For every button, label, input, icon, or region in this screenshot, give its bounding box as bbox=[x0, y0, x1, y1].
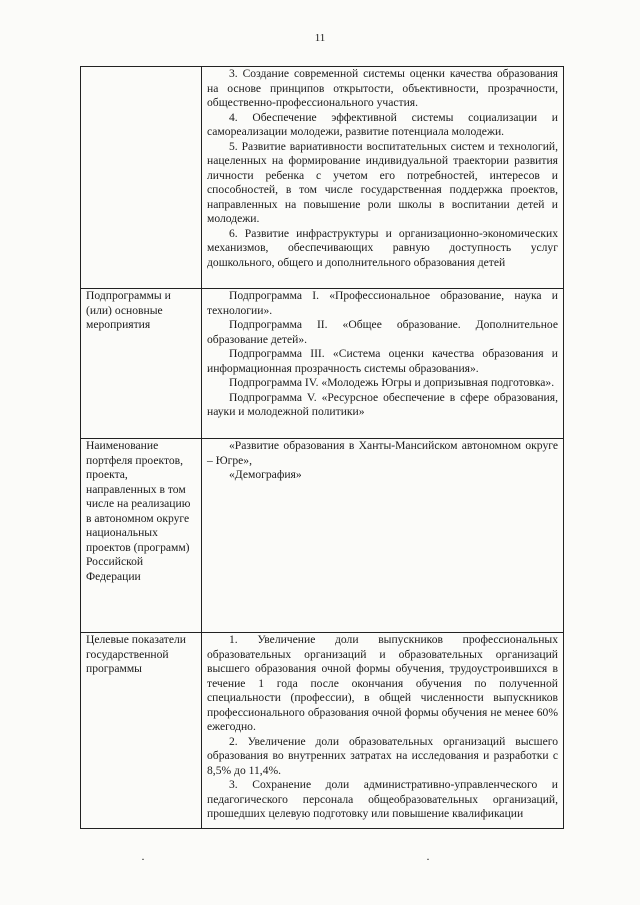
project-paragraph: «Развитие образования в Ханты-Мансийском автономном округе – Югре», bbox=[207, 439, 558, 467]
table-row bbox=[81, 633, 564, 829]
subprogram-paragraph: Подпрограмма I. «Профессиональное образование, наука и технологии». bbox=[207, 289, 558, 317]
table-row bbox=[81, 67, 564, 289]
indicator-paragraph: 3. Сохранение доли административно-управленческого и педагогического персонала общеобразовательных организаций, прошедших целевую подготовку или повышение квалификации bbox=[207, 778, 558, 820]
program-passport-table bbox=[80, 66, 564, 829]
row-label bbox=[81, 67, 202, 289]
goal-paragraph: 5. Развитие вариативности воспитательных систем и технологий, нацеленных на формирование индивидуальной траектории развития личности ребенка с учетом его потребностей, интересов и способностей, в том числе государственная поддержка проектов, направленных на повышение роли школы в воспитании детей и молодежи. bbox=[207, 139, 558, 225]
scan-mark: · bbox=[141, 852, 145, 866]
row-label: Подпрограммы и (или) основные мероприятия bbox=[81, 289, 202, 439]
row-content bbox=[202, 67, 564, 289]
subprogram-paragraph: Подпрограмма III. «Система оценки качества образования и информационная прозрачность системы образования». bbox=[207, 347, 558, 375]
scan-mark: · bbox=[426, 852, 430, 866]
row-content bbox=[202, 633, 564, 829]
goal-paragraph: 4. Обеспечение эффективной системы социализации и самореализации молодежи, развитие потенциала молодежи. bbox=[207, 110, 558, 138]
goal-paragraph: 3. Создание современной системы оценки качества образования на основе принципов открытости, объективности, прозрачности, общественно-профессионального участия. bbox=[207, 67, 558, 109]
row-label: Наименование портфеля проектов, проекта, направленных в том числе на реализацию в автономном округе национальных проектов (программ) Российской Федерации bbox=[81, 439, 202, 633]
row-content bbox=[202, 439, 564, 633]
page-number: 11 bbox=[314, 32, 326, 44]
subprogram-paragraph: Подпрограмма IV. «Молодежь Югры и допризывная подготовка». bbox=[229, 376, 555, 389]
row-content bbox=[202, 289, 564, 439]
subprogram-paragraph: Подпрограмма V. «Ресурсное обеспечение в сфере образования, науки и молодежной политики» bbox=[207, 390, 558, 418]
project-paragraph: «Демография» bbox=[229, 468, 302, 481]
indicator-paragraph: 1. Увеличение доли выпускников профессиональных образовательных организаций и образовательных организаций высшего образования очной формы обучения, трудоустроившихся в течение 1 года после окончания обучения по полученной специальности (профессии), в общей численности выпускников профессионального образования очной формы обучения не менее 60% ежегодно. bbox=[207, 633, 558, 733]
row-label: Целевые показатели государственной программы bbox=[81, 633, 202, 829]
table-row bbox=[81, 289, 564, 439]
subprogram-paragraph: Подпрограмма II. «Общее образование. Дополнительное образование детей». bbox=[207, 318, 558, 346]
table-row bbox=[81, 439, 564, 633]
indicator-paragraph: 2. Увеличение доли образовательных организаций высшего образования во внутренних затратах на исследования и разработки с 8,5% до 11,4%. bbox=[207, 734, 558, 777]
goal-paragraph: 6. Развитие инфраструктуры и организационно-экономических механизмов, обеспечивающих равную доступность услуг дошкольного, общего и дополнительного образования детей bbox=[207, 226, 558, 269]
